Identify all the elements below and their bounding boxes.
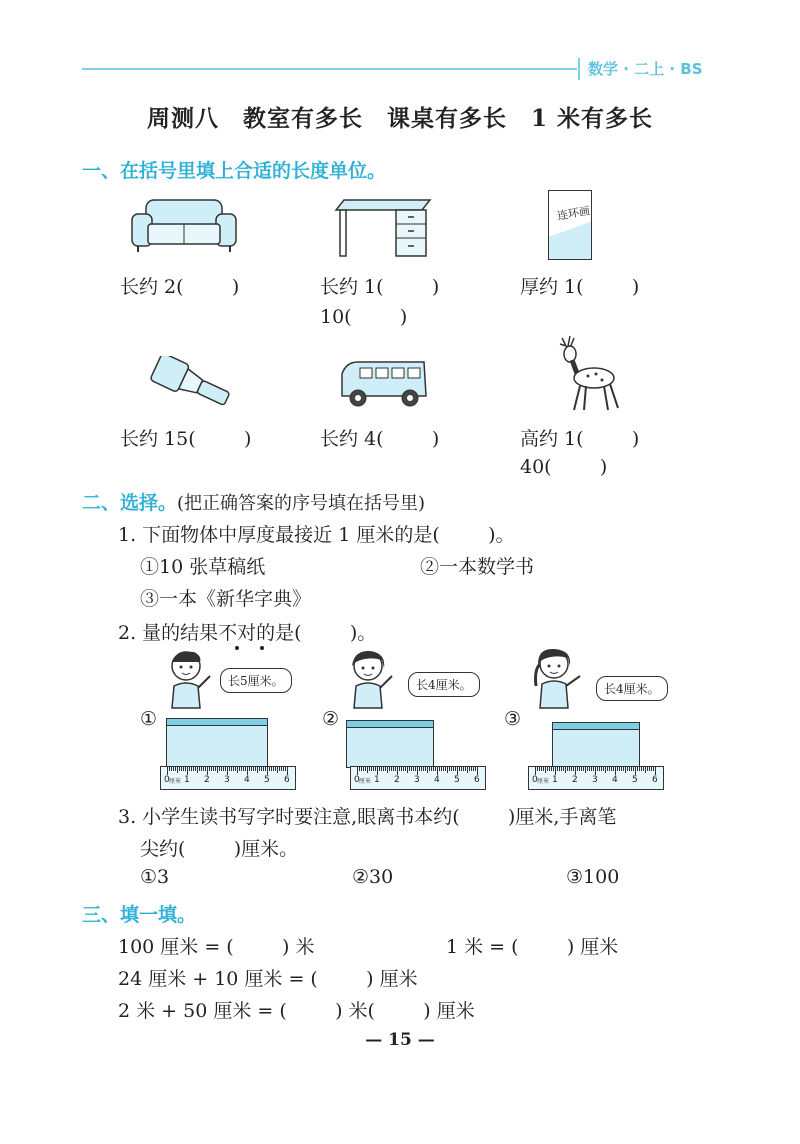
- ruler-tick: [567, 767, 568, 771]
- ruler-tick: [415, 767, 416, 771]
- ruler-tick: [457, 767, 458, 775]
- ruler-tick: [231, 767, 232, 771]
- ruler-tick: [263, 767, 264, 771]
- section1-heading: 一、在括号里填上合适的长度单位。: [82, 160, 387, 182]
- ruler-label: 5: [632, 775, 638, 785]
- ruler-tick: [541, 767, 542, 771]
- ruler-tick: [619, 767, 620, 771]
- girl-with-bow-icon: [530, 646, 584, 710]
- ruler-tick: [227, 767, 228, 775]
- ruler-tick: [389, 767, 390, 771]
- ruler-tick: [169, 767, 170, 771]
- ruler-label: 2: [394, 775, 400, 785]
- comic-book-label: 连环画: [556, 204, 591, 223]
- desk-icon: [334, 196, 434, 258]
- ruler-tick: [391, 767, 392, 771]
- fill-line-1: 100 厘米 = ( ) 米: [118, 936, 315, 958]
- van-icon: [336, 356, 432, 412]
- ruler-tick: [429, 767, 430, 771]
- ruler-tick: [569, 767, 570, 771]
- ruler-tick: [241, 767, 242, 771]
- ruler-label: 5: [264, 775, 270, 785]
- ruler-label: 0: [164, 775, 170, 785]
- ruler-tick: [237, 767, 238, 773]
- ruler-tick: [443, 767, 444, 771]
- ruler-label: 3: [224, 775, 230, 785]
- fill-line-2: 1 米 = ( ) 厘米: [446, 936, 619, 958]
- ruler-tick: [471, 767, 472, 771]
- flashlight-icon: [148, 356, 236, 412]
- ruler-tick: [593, 767, 594, 771]
- q1-option-1: ①10 张草稿纸: [140, 556, 266, 578]
- q2-marker-2: ②: [322, 708, 340, 730]
- ruler-label: 4: [612, 775, 618, 785]
- header-rule: [82, 68, 577, 70]
- ruler-tick: [173, 767, 174, 771]
- ruler-label: 6: [652, 775, 658, 785]
- ruler-tick: [475, 767, 476, 771]
- ruler-tick: [603, 767, 604, 771]
- ruler-tick: [285, 767, 286, 771]
- q3-line1: 3. 小学生读书写字时要注意,眼离书本约( )厘米,手离笔: [118, 806, 617, 828]
- ruler-tick: [239, 767, 240, 771]
- ruler-tick: [179, 767, 180, 771]
- ruler-tick: [431, 767, 432, 771]
- ruler-tick: [645, 767, 646, 773]
- comic-book-icon: [548, 190, 592, 260]
- ruler-label: 1: [374, 775, 380, 785]
- ruler-label: 2: [204, 775, 210, 785]
- ruler-tick: [385, 767, 386, 771]
- ruler-tick: [467, 767, 468, 773]
- ruler-tick: [551, 767, 552, 771]
- ruler-tick: [633, 767, 634, 771]
- ruler-tick: [359, 767, 360, 771]
- ruler-tick: [455, 767, 456, 771]
- ruler-label: 3: [414, 775, 420, 785]
- ruler-tick: [249, 767, 250, 771]
- ruler-tick: [195, 767, 196, 771]
- ruler-tick: [187, 767, 188, 775]
- ruler-tick: [547, 767, 548, 771]
- ruler-tick: [225, 767, 226, 771]
- ruler-tick: [563, 767, 564, 771]
- ruler-tick: [281, 767, 282, 771]
- item-deer-text: 高约 1( ): [520, 428, 640, 450]
- ruler-tick: [191, 767, 192, 771]
- q2-marker-1: ①: [140, 708, 158, 730]
- ruler-tick: [277, 767, 278, 773]
- ruler-label: 5: [454, 775, 460, 785]
- ruler-tick: [203, 767, 204, 771]
- speech-bubble-3: 长4厘米。: [596, 676, 668, 701]
- ruler-tick: [201, 767, 202, 771]
- subject-tag: 数学 · 二上 · BS: [588, 60, 703, 78]
- q1-option-2: ②一本数学书: [420, 556, 535, 578]
- q3-option-3: ③100: [566, 866, 620, 888]
- ruler-tick: [373, 767, 374, 771]
- q1-option-3: ③一本《新华字典》: [140, 588, 312, 610]
- measured-rectangle-1: [166, 718, 268, 768]
- ruler-tick: [461, 767, 462, 771]
- ruler-tick: [585, 767, 586, 773]
- ruler-tick: [265, 767, 266, 771]
- ruler-tick: [363, 767, 364, 771]
- ruler-tick: [625, 767, 626, 773]
- ruler-unit: 厘米: [169, 778, 182, 785]
- ruler-tick: [653, 767, 654, 771]
- ruler-1: [160, 766, 296, 790]
- ruler-tick: [181, 767, 182, 771]
- ruler-tick: [211, 767, 212, 771]
- ruler-tick: [655, 767, 656, 775]
- ruler-tick: [257, 767, 258, 773]
- ruler-tick: [217, 767, 218, 773]
- ruler-label: 2: [572, 775, 578, 785]
- ruler-tick: [417, 767, 418, 775]
- ruler-tick: [421, 767, 422, 771]
- ruler-tick: [553, 767, 554, 771]
- ruler-tick: [437, 767, 438, 775]
- ruler-tick: [193, 767, 194, 771]
- ruler-tick: [611, 767, 612, 771]
- page-title: 周测八 教室有多长 课桌有多长 1 米有多长: [146, 105, 653, 132]
- ruler-tick: [175, 767, 176, 771]
- item-sofa-text: 长约 2( ): [120, 276, 240, 298]
- ruler-tick: [205, 767, 206, 771]
- ruler-tick: [371, 767, 372, 771]
- ruler-tick: [377, 767, 378, 775]
- ruler-tick: [561, 767, 562, 771]
- ruler-tick: [643, 767, 644, 771]
- ruler-tick: [413, 767, 414, 771]
- ruler-tick: [367, 767, 368, 773]
- item-book-text: 厚约 1( ): [520, 276, 640, 298]
- ruler-tick: [197, 767, 198, 773]
- ruler-tick: [189, 767, 190, 771]
- header-separator: [578, 58, 580, 80]
- deer-icon: [552, 334, 624, 414]
- ruler-tick: [399, 767, 400, 771]
- ruler-tick: [171, 767, 172, 771]
- ruler-tick: [209, 767, 210, 771]
- section3-heading: 三、填一填。: [82, 904, 197, 926]
- ruler-tick: [539, 767, 540, 771]
- page-number: — 15 —: [365, 1030, 435, 1050]
- ruler-tick: [383, 767, 384, 771]
- ruler-tick: [445, 767, 446, 771]
- ruler-tick: [647, 767, 648, 771]
- ruler-tick: [279, 767, 280, 771]
- ruler-tick: [623, 767, 624, 771]
- ruler-tick: [615, 767, 616, 775]
- ruler-tick: [361, 767, 362, 771]
- ruler-tick: [283, 767, 284, 771]
- ruler-label: 0: [354, 775, 360, 785]
- q2-stem: 2. 量的结果不对的是( )。: [118, 622, 377, 644]
- ruler-tick: [185, 767, 186, 771]
- ruler-tick: [609, 767, 610, 771]
- ruler-tick: [233, 767, 234, 771]
- q3-option-2: ②30: [352, 866, 394, 888]
- ruler-label: 1: [184, 775, 190, 785]
- ruler-tick: [275, 767, 276, 771]
- ruler-tick: [223, 767, 224, 771]
- q2-marker-3: ③: [504, 708, 522, 730]
- ruler-tick: [571, 767, 572, 771]
- ruler-tick: [635, 767, 636, 775]
- ruler-label: 6: [474, 775, 480, 785]
- ruler-tick: [273, 767, 274, 771]
- ruler-tick: [573, 767, 574, 771]
- ruler-tick: [435, 767, 436, 771]
- ruler-tick: [393, 767, 394, 771]
- boy-icon: [164, 648, 214, 710]
- ruler-tick: [243, 767, 244, 771]
- ruler-tick: [549, 767, 550, 771]
- ruler-tick: [411, 767, 412, 771]
- ruler-label: 4: [434, 775, 440, 785]
- ruler-tick: [407, 767, 408, 773]
- ruler-tick: [649, 767, 650, 771]
- ruler-tick: [405, 767, 406, 771]
- speech-bubble-2: 长4厘米。: [408, 672, 480, 697]
- ruler-tick: [409, 767, 410, 771]
- ruler-tick: [629, 767, 630, 771]
- ruler-tick: [469, 767, 470, 771]
- ruler-tick: [397, 767, 398, 775]
- ruler-tick: [425, 767, 426, 771]
- ruler-tick: [473, 767, 474, 771]
- ruler-tick: [369, 767, 370, 771]
- ruler-label: 0: [532, 775, 538, 785]
- ruler-unit: 厘米: [537, 778, 550, 785]
- ruler-tick: [557, 767, 558, 771]
- ruler-tick: [581, 767, 582, 771]
- ruler-label: 6: [284, 775, 290, 785]
- ruler-tick: [591, 767, 592, 771]
- ruler-tick: [605, 767, 606, 773]
- ruler-tick: [379, 767, 380, 771]
- ruler-tick: [621, 767, 622, 771]
- ruler-tick: [537, 767, 538, 771]
- ruler-tick: [365, 767, 366, 771]
- section2-title: 二、选择。: [82, 492, 178, 514]
- item-flashlight-text: 长约 15( ): [120, 428, 252, 450]
- ruler-tick: [545, 767, 546, 773]
- ruler-tick: [639, 767, 640, 771]
- fill-line-4: 2 米 + 50 厘米 = ( ) 米( ) 厘米: [118, 1000, 475, 1022]
- ruler-2: [350, 766, 486, 790]
- ruler-tick: [589, 767, 590, 771]
- item-deer-text2: 40( ): [520, 456, 608, 478]
- ruler-tick: [215, 767, 216, 771]
- ruler-tick: [229, 767, 230, 771]
- ruler-tick: [259, 767, 260, 771]
- ruler-tick: [559, 767, 560, 771]
- ruler-tick: [583, 767, 584, 771]
- ruler-tick: [387, 767, 388, 773]
- ruler-label: 4: [244, 775, 250, 785]
- q3-option-1: ①3: [140, 866, 170, 888]
- measured-rectangle-2: [346, 720, 434, 768]
- ruler-tick: [579, 767, 580, 771]
- ruler-tick: [213, 767, 214, 771]
- ruler-tick: [183, 767, 184, 771]
- ruler-tick: [441, 767, 442, 771]
- ruler-tick: [631, 767, 632, 771]
- ruler-tick: [255, 767, 256, 771]
- ruler-tick: [199, 767, 200, 771]
- ruler-tick: [447, 767, 448, 773]
- section2-note: (把正确答案的序号填在括号里): [177, 493, 426, 514]
- item-van-text: 长约 4( ): [320, 428, 440, 450]
- ruler-tick: [607, 767, 608, 771]
- ruler-label: 3: [592, 775, 598, 785]
- ruler-tick: [599, 767, 600, 771]
- ruler-tick: [595, 767, 596, 775]
- ruler-tick: [375, 767, 376, 771]
- ruler-tick: [535, 767, 536, 775]
- ruler-tick: [221, 767, 222, 771]
- ruler-tick: [451, 767, 452, 771]
- ruler-tick: [207, 767, 208, 775]
- ruler-tick: [247, 767, 248, 775]
- ruler-tick: [261, 767, 262, 771]
- ruler-tick: [577, 767, 578, 771]
- ruler-tick: [565, 767, 566, 773]
- ruler-tick: [401, 767, 402, 771]
- ruler-tick: [617, 767, 618, 771]
- ruler-label: 1: [552, 775, 558, 785]
- measured-rectangle-3: [552, 722, 640, 768]
- sofa-icon: [128, 196, 240, 254]
- ruler-tick: [269, 767, 270, 771]
- ruler-tick: [219, 767, 220, 771]
- ruler-tick: [423, 767, 424, 771]
- ruler-tick: [601, 767, 602, 771]
- ruler-tick: [465, 767, 466, 771]
- emphasis-dot: [260, 646, 264, 650]
- ruler-tick: [267, 767, 268, 775]
- ruler-tick: [251, 767, 252, 771]
- ruler-tick: [427, 767, 428, 773]
- ruler-tick: [235, 767, 236, 771]
- ruler-tick: [477, 767, 478, 775]
- ruler-tick: [463, 767, 464, 771]
- ruler-tick: [433, 767, 434, 771]
- ruler-tick: [167, 767, 168, 775]
- section2-heading: [82, 488, 425, 515]
- ruler-tick: [459, 767, 460, 771]
- ruler-tick: [543, 767, 544, 771]
- ruler-tick: [381, 767, 382, 771]
- q1-stem: 1. 下面物体中厚度最接近 1 厘米的是( )。: [118, 524, 515, 546]
- ruler-tick: [575, 767, 576, 775]
- ruler-tick: [597, 767, 598, 771]
- ruler-tick: [439, 767, 440, 771]
- ruler-tick: [651, 767, 652, 771]
- girl-icon: [346, 648, 396, 710]
- item-desk-text: 长约 1( ): [320, 276, 440, 298]
- emphasis-dot: [235, 646, 239, 650]
- ruler-tick: [637, 767, 638, 771]
- ruler-tick: [403, 767, 404, 771]
- ruler-tick: [555, 767, 556, 775]
- ruler-unit: 厘米: [359, 778, 372, 785]
- fill-line-3: 24 厘米 + 10 厘米 = ( ) 厘米: [118, 968, 418, 990]
- ruler-tick: [453, 767, 454, 771]
- ruler-tick: [271, 767, 272, 771]
- ruler-tick: [253, 767, 254, 771]
- ruler-tick: [587, 767, 588, 771]
- ruler-tick: [613, 767, 614, 771]
- ruler-tick: [449, 767, 450, 771]
- ruler-tick: [177, 767, 178, 773]
- item-desk-text2: 10( ): [320, 306, 408, 328]
- ruler-tick: [395, 767, 396, 771]
- ruler-tick: [245, 767, 246, 771]
- ruler-tick: [287, 767, 288, 775]
- ruler-tick: [357, 767, 358, 775]
- ruler-tick: [419, 767, 420, 771]
- ruler-3: [528, 766, 664, 790]
- speech-bubble-1: 长5厘米。: [220, 668, 292, 693]
- q3-line2: 尖约( )厘米。: [140, 838, 299, 860]
- ruler-tick: [627, 767, 628, 771]
- ruler-tick: [641, 767, 642, 771]
